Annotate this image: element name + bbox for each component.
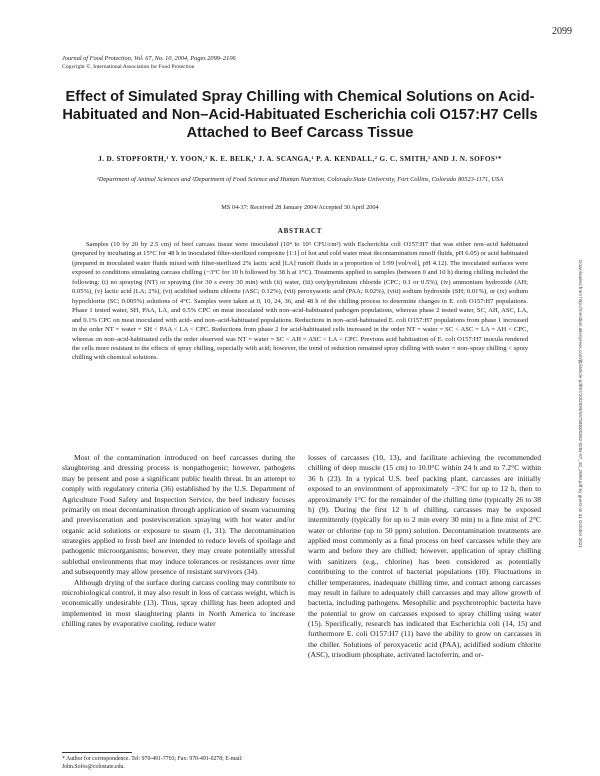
correspondence-footnote: * Author for correspondence. Tel: 970-491-7703; Fax: 970-491-0278; E-mail: John.Sofos@colostate.edu. <box>62 756 243 770</box>
download-watermark <box>577 260 587 548</box>
paragraph: Most of the contamination introduced on beef carcasses during the slaughtering and dressing process is nonpathogenic; however, pathogens may be present and pose a significant public health threat. In an attempt to comply with regulatory criteria (36) established by the U.S. Department of Agriculture Food Safety and Inspection Service, the beef industry focuses primarily on meat decontamination through application of steam vacuuming and preevisceration and postevisceration spraying with hot water and/or organic acid solutions or exposure to steam (1, 31). The decontamination strategies applied to fresh beef are intended to reduce levels of spoilage and pathogenic microorganisms; however, they may create potentially stressful sublethal environments that may induce tolerances or resistances over time and subsequently may allow presence of resistant survivors (34). <box>62 453 295 577</box>
page-number: 2099 <box>552 26 572 37</box>
author-list: J. D. STOPFORTH,¹ Y. YOON,¹ K. E. BELK,¹ J. A. SCANGA,¹ P. A. KENDALL,² G. C. SMITH,¹ AND J. N. SOFOS¹* <box>98 155 502 163</box>
abstract-heading: ABSTRACT <box>277 227 323 235</box>
affiliation: ¹Department of Animal Sciences and ²Department of Food Science and Human Nutrition, Colorado State University, Fort Collins, Colorado 80523-1171, USA <box>96 176 504 183</box>
received-dates: MS 04-37: Received 28 January 2004/Accepted 30 April 2004 <box>221 204 379 211</box>
journal-header <box>62 55 236 72</box>
journal-citation: Journal of Food Protection, Vol. 67, No. 10, 2004, Pages 2099–2106 <box>62 55 236 62</box>
article-title: Effect of Simulated Spray Chilling with Chemical Solutions on Acid-Habituated and Non–Acid-Habituated Escherichia coli O157:H7 Cells Attached to Beef Carcass Tissue <box>62 89 538 142</box>
paragraph: losses of carcasses (10, 13), and facilitate achieving the recommended chilling of deep muscle (15 cm) to 10.0°C within 24 h and to 7.2°C within 36 h (23). In a typical U.S. beef packing plant, carcasses are initially exposed to an environment of approximately −3°C for up to 12 h, then to approximately 1°C for the remainder of the chilling time (typically 26 to 38 h) (9). During the first 12 h of chilling, carcasses may be exposed intermittently (typically for up to 2 min every 30 min) to a fine mist of 2°C water or chlorine (up to 50 ppm) solution. Decontamination treatments are applied most commonly as a final process on beef carcasses while they are warm and before they are chilled; however, application of spray chilling with sanitizers (e.g., chlorine) has been considered as potentially contributing to the control of bacterial populations (10). Fluctuations in chiller temperatures, inadequate chilling time, and contact among carcasses may result in failure to adequately chill carcasses and may allow growth of bacteria, including pathogens. Mesophilic and psychrotrophic bacteria have the potential to grow on carcasses exposed to spray chilling using water (15). Specifically, research has indicated that Escherichia coli (14, 15) and furthermore E. coli O157:H7 (11) have the ability to grow on carcasses in the chiller. Solutions of peroxyacetic acid (PAA), acidified sodium chlorite (ASC), trisodium phosphate, activated lactoferrin, and or- <box>308 453 541 660</box>
footnote-divider <box>62 752 132 753</box>
left-column <box>62 453 295 629</box>
download-watermark-text: Downloaded from http://meridian.allenpress.com/jfp/article-pdf/67/10/2099/1675883/0362-028x-67_10_2099.pdf by guest on 31 October 2021 <box>578 260 583 548</box>
paragraph: Although drying of the surface during carcass cooling may contribute to microbiological control, it may also result in loss of carcass weight, which is economically undesirable (13). Thus, spray chilling has been adopted and implemented in most slaughtering plants in North America to increase chilling rates by evaporative cooling, reduce water <box>62 577 295 628</box>
right-column <box>308 453 541 661</box>
abstract-body: Samples (10 by 20 by 2.5 cm) of beef carcass tissue were inoculated (10⁴ to 10⁵ CFU/cm²) with Escherichia coli O157:H7 that was either non–acid habituated (prepared by incubating at 15°C for 48 h in inoculated filter-sterilized composite [1:1] of hot and cold water meat decontamination runoff fluids, pH 6.05) or acid habituated (prepared in inoculated water fluids mixed with filter-sterilized 2% lactic acid [LA] runoff fluids in a proportion of 1/99 [vol/vol], pH 4.12). The inoculated surfaces were exposed to conditions simulating carcass chilling (−3°C for 10 h followed by 38 h at 1°C). Treatments applied to samples (between 0 and 10 h) during chilling included the following: (i) no spraying (NT) or spraying (for 30 s every 30 min) with (ii) water, (iii) cetylpyridinium chloride (CPC; 0.1 or 0.5%), (iv) ammonium hydroxide (AH; 0.05%), (v) lactic acid (LA; 2%), (vi) acidified sodium chlorite (ASC; 0.12%), (vii) peroxyacetic acid (PAA; 0.02%), (viii) sodium hydroxide (SH; 0.01%), or (ix) sodium hypochlorite (SC; 0.005%) solutions of 4°C. Samples were taken at 0, 10, 24, 36, and 48 h of the chilling process to determine changes in E. coli O157:H7 populations. Phase 1 tested water, SH, PAA, LA, and 0.5% CPC on meat inoculated with non–acid-habituated pathogen populations, whereas phase 2 tested water, SC, AH, ASC, LA, and 0.1% CPC on meat inoculated with acid- and non–acid-habituated populations. Reductions in non–acid-habituated E. coli O157:H7 populations from phase 1 increased in the order NT = water = SH < PAA < LA < CPC. Reductions from phase 2 for acid-habituated cells increased in the order NT = water = SC < ASC = LA = AH < CPC, whereas on non–acid-habituated cells the order observed was NT = water = SC < AH = ASC < LA < CPC. Previous acid habituation of E. coli O157:H7 inocula rendered the cells more resistant to the effects of spray chilling, especially with acid; however, the trend of reduction remained spray chilling with water = non–spray chilling < spray chilling with chemical solutions. <box>72 241 528 362</box>
copyright-line: Copyright ©, International Association for Food Protection <box>62 64 195 71</box>
